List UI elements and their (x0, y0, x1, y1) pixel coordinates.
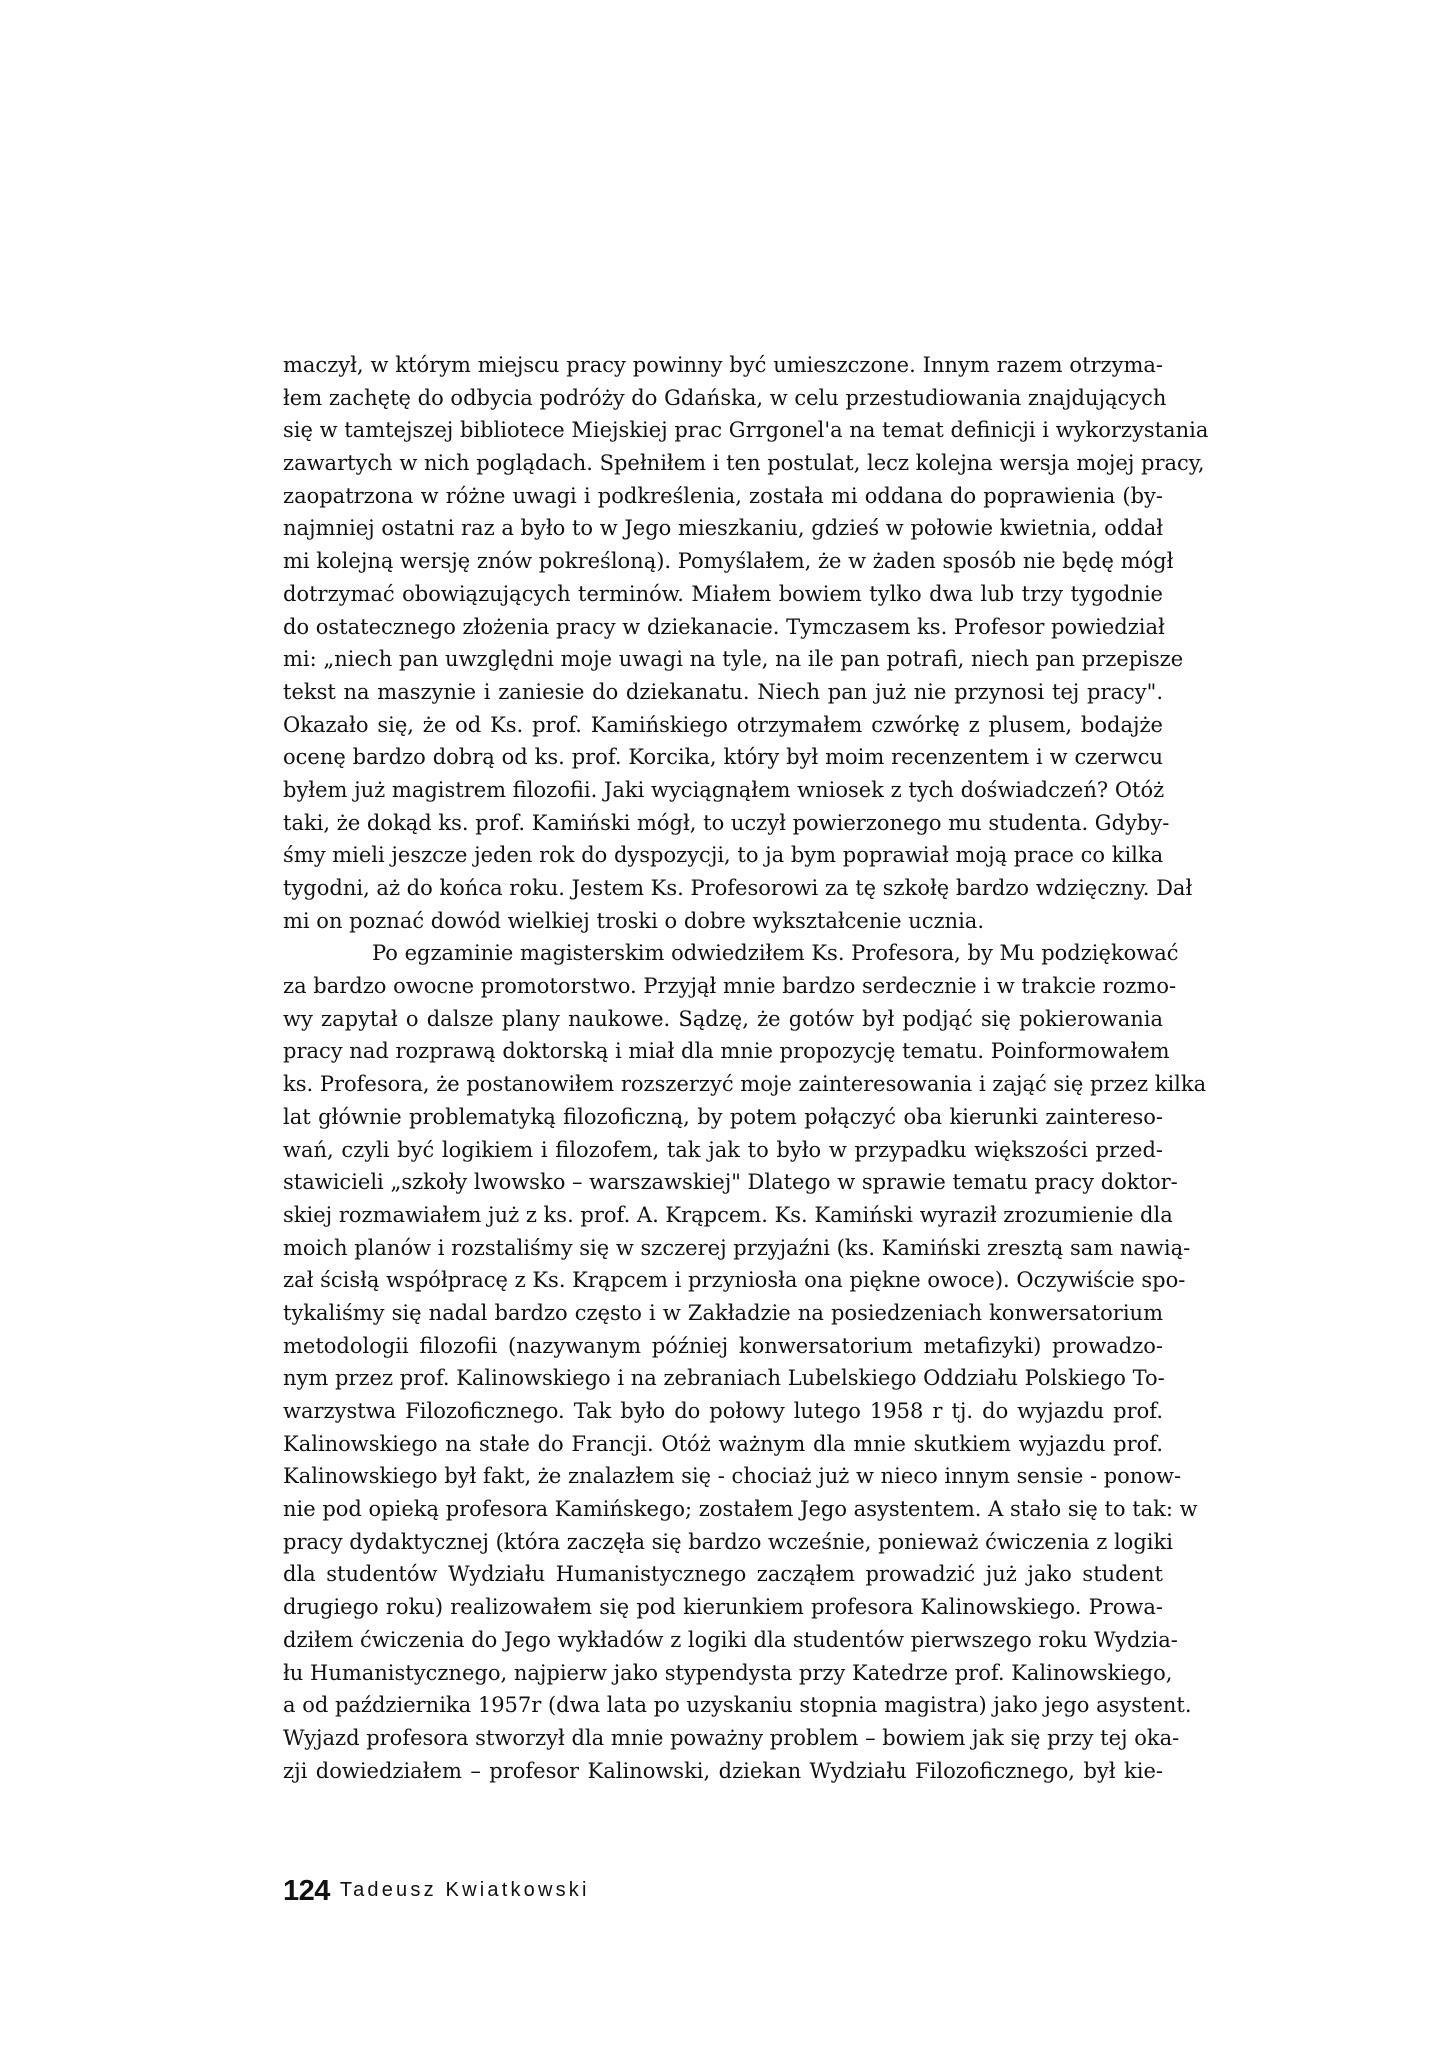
text-line: tykaliśmy się nadal bardzo często i w Zakładzie na posiedzeniach konwersatorium (283, 1300, 1163, 1325)
text-line: ks. Profesora, że postanowiłem rozszerzyć moje zainteresowania i zająć się przez kilka (283, 1072, 1207, 1097)
text-line: mi: „niech pan uwzględni moje uwagi na tyle, na ile pan potrafi, niech pan przepisze (283, 647, 1184, 672)
text-line: Kalinowskiego był fakt, że znalazłem się - chociaż już w nieco innym sensie - ponow- (283, 1464, 1182, 1489)
text-line: do ostatecznego złożenia pracy w dziekanacie. Tymczasem ks. Profesor powiedział (283, 614, 1165, 639)
text-line: dla studentów Wydziału Humanistycznego zacząłem prowadzić już jako student (283, 1562, 1163, 1587)
paragraph-last-line: mi on poznać dowód wielkiej troski o dobre wykształcenie ucznia. (283, 908, 984, 933)
text-line: moich planów i rozstaliśmy się w szczerej przyjaźni (ks. Kamiński zresztą sam nawią- (283, 1235, 1191, 1260)
text-line: maczył, w którym miejscu pracy powinny być umieszczone. Innym razem otrzyma- (283, 353, 1163, 377)
text-line: tekst na maszynie i zaniesie do dziekanatu. Niech pan już nie przynosi tej pracy". (283, 679, 1163, 704)
text-line: zji dowiedziałem – profesor Kalinowski, dziekan Wydziału Filozoficznego, był kie- (283, 1758, 1163, 1783)
running-head-author: Tadeusz Kwiatkowski (339, 1879, 590, 1901)
page-footer (283, 1875, 590, 1908)
paragraph-first-line: Po egzaminie magisterskim odwiedziłem Ks. Profesora, by Mu podziękować (372, 941, 1179, 966)
text-line: metodologii filozofii (nazywanym później konwersatorium metafizyki) prowadzo- (283, 1333, 1163, 1358)
text-line: Kalinowskiego na stałe do Francji. Otóż ważnym dla mnie skutkiem wyjazdu prof. (283, 1431, 1163, 1456)
text-line: najmniej ostatni raz a było to w Jego mieszkaniu, gdzieś w połowie kwietnia, oddał (283, 516, 1164, 541)
text-line: stawicieli „szkoły lwowsko – warszawskiej" Dlatego w sprawie tematu pracy doktor- (283, 1170, 1178, 1195)
text-line: wań, czyli być logikiem i filozofem, tak jak to było w przypadku większości przed- (283, 1137, 1163, 1162)
text-line: za bardzo owocne promotorstwo. Przyjął mnie bardzo serdecznie i w trakcie rozmo- (283, 974, 1177, 999)
text-line: wy zapytał o dalsze plany naukowe. Sądzę, że gotów był podjąć się pokierowania (283, 1006, 1163, 1031)
text-line: łu Humanistycznego, najpierw jako stypendysta przy Katedrze prof. Kalinowskiego, (283, 1660, 1173, 1685)
page-number: 124 (283, 1875, 330, 1907)
body-text (283, 349, 1209, 1787)
text-line: dziłem ćwiczenia do Jego wykładów z logiki dla studentów pierwszego roku Wydzia- (283, 1627, 1178, 1652)
text-line: drugiego roku) realizowałem się pod kierunkiem profesora Kalinowskiego. Prowa- (283, 1595, 1163, 1620)
text-line: się w tamtejszej bibliotece Miejskiej prac Grrgonel'a na temat definicji i wykorzystania (283, 418, 1209, 443)
text-line: zawartych w nich poglądach. Spełniłem i ten postulat, lecz kolejna wersja mojej pracy, (283, 451, 1205, 476)
text-line: pracy nad rozprawą doktorską i miał dla mnie propozycję tematu. Poinformowałem (283, 1039, 1170, 1064)
text-line: mi kolejną wersję znów pokreśloną). Pomyślałem, że w żaden sposób nie będę mógł (283, 549, 1174, 574)
text-line: łem zachętę do odbycia podróży do Gdańska, w celu przestudiowania znajdujących (283, 385, 1167, 410)
text-line: a od października 1957r (dwa lata po uzyskaniu stopnia magistra) jako jego asystent. (283, 1693, 1192, 1718)
text-line: taki, że dokąd ks. prof. Kamiński mógł, to uczył powierzonego mu studenta. Gdyby- (283, 810, 1170, 835)
text-line: Wyjazd profesora stworzył dla mnie poważny problem – bowiem jak się przy tej oka- (283, 1725, 1180, 1750)
text-line: skiej rozmawiałem już z ks. prof. A. Krąpcem. Ks. Kamiński wyraził zrozumienie dla (283, 1202, 1173, 1227)
text-line: zaopatrzona w różne uwagi i podkreślenia, została mi oddana do poprawienia (by- (283, 483, 1163, 508)
text-line: pracy dydaktycznej (która zaczęła się bardzo wcześnie, ponieważ ćwiczenia z logiki (283, 1529, 1173, 1554)
text-line: śmy mieli jeszcze jeden rok do dyspozycji, to ja bym poprawiał moją prace co kilka (283, 843, 1164, 868)
text-line: tygodni, aż do końca roku. Jestem Ks. Profesorowi za tę szkołę bardzo wdzięczny. Dał (283, 876, 1193, 900)
text-line: dotrzymać obowiązujących terminów. Miałem bowiem tylko dwa lub trzy tygodnie (283, 581, 1163, 606)
text-line: byłem już magistrem filozofii. Jaki wyciągnąłem wniosek z tych doświadczeń? Otóż (283, 777, 1165, 802)
text-line: lat głównie problematyką filozoficzną, by potem połączyć oba kierunki zaintereso- (283, 1104, 1163, 1129)
text-line: nie pod opieką profesora Kamińskego; zostałem Jego asystentem. A stało się to tak: w (283, 1497, 1198, 1522)
text-line: Okazało się, że od Ks. prof. Kamińskiego otrzymałem czwórkę z plusem, bodajże (283, 712, 1163, 737)
text-line: ocenę bardzo dobrą od ks. prof. Korcika, który był moim recenzentem i w czerwcu (283, 745, 1163, 770)
text-line: nym przez prof. Kalinowskiego i na zebraniach Lubelskiego Oddziału Polskiego To- (283, 1366, 1165, 1391)
text-line: zał ścisłą współpracę z Ks. Krąpcem i przyniosła ona piękne owoce). Oczywiście spo- (283, 1268, 1186, 1293)
text-line: warzystwa Filozoficznego. Tak było do połowy lutego 1958 r tj. do wyjazdu prof. (283, 1399, 1163, 1423)
